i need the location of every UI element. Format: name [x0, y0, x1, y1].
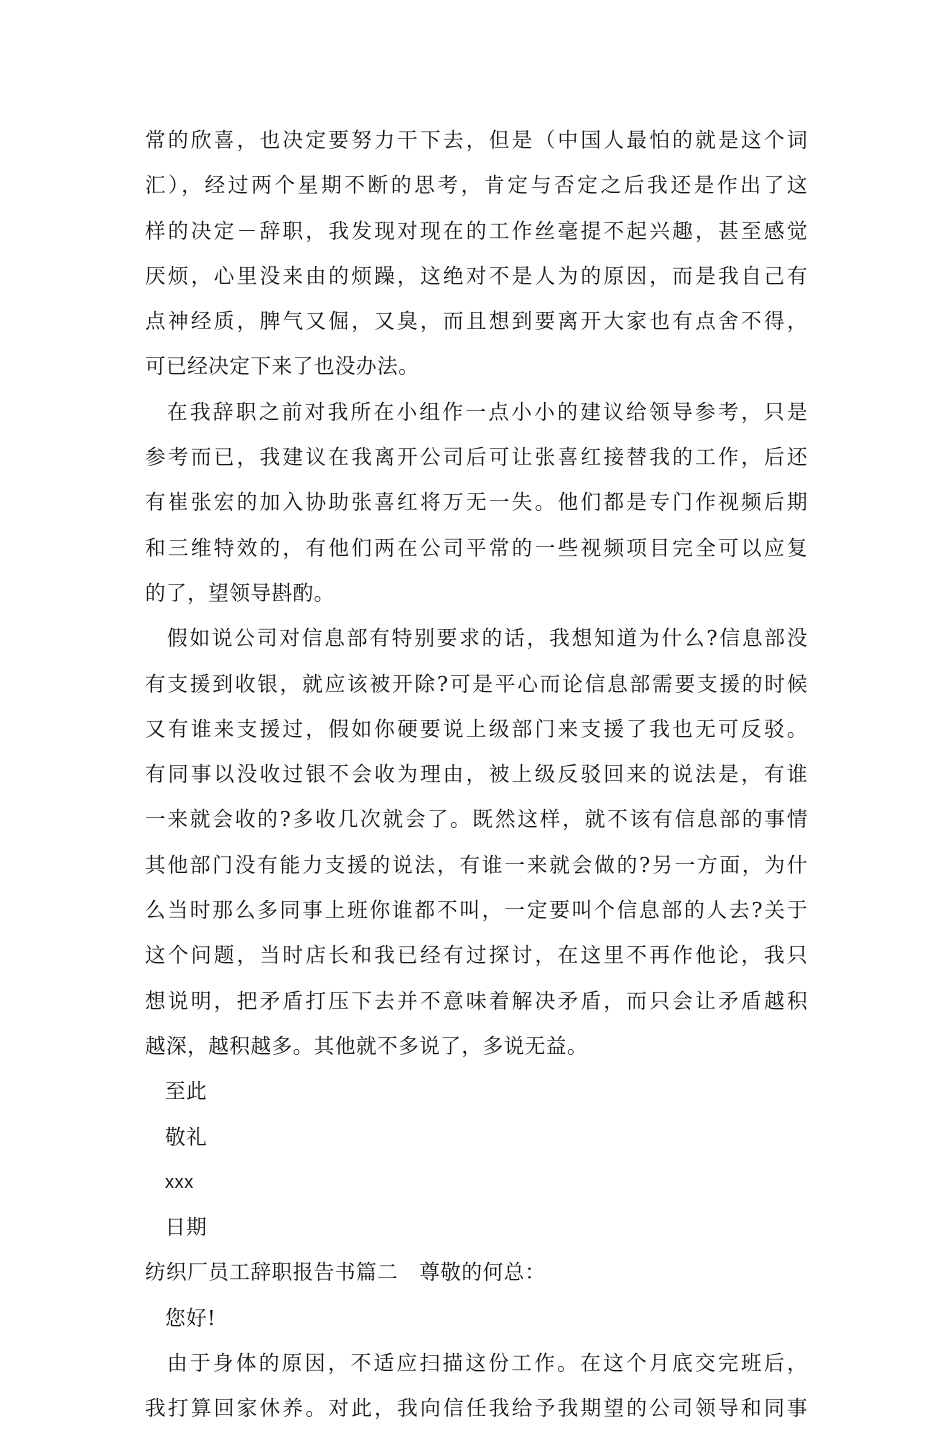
signature: xxx	[165, 1171, 194, 1192]
text-line: 的了，望领导斟酌。	[145, 580, 335, 605]
text-line: 由于身体的原因，不适应扫描这份工作。在这个月底交完班后，	[167, 1351, 808, 1376]
paragraph-3	[145, 616, 808, 1069]
greeting: 您好!	[165, 1305, 217, 1330]
text-line: 点神经质，脾气又倔，又臭，而且想到要离开大家也有点舍不得，	[145, 309, 808, 334]
text-line: 想说明，把矛盾打压下去并不意味着解决矛盾，而只会让矛盾越积	[145, 988, 808, 1013]
salutation: 敬礼	[165, 1124, 208, 1149]
text-line: 有同事以没收过银不会收为理由，被上级反驳回来的说法是，有谁	[145, 762, 808, 787]
paragraph-4	[145, 1341, 808, 1432]
text-line: 和三维特效的，有他们两在公司平常的一些视频项目完全可以应复	[145, 535, 808, 560]
text-line: 厌烦，心里没来由的烦躁，这绝对不是人为的原因，而是我自己有	[145, 263, 808, 288]
text-line: 越深，越积越多。其他就不多说了，多说无益。	[145, 1033, 589, 1058]
text-line: 么当时那么多同事上班你谁都不叫，一定要叫个信息部的人去?关于	[145, 898, 808, 923]
text-line: 在我辞职之前对我所在小组作一点小小的建议给领导参考，只是	[167, 399, 808, 424]
text-line: 又有谁来支援过，假如你硬要说上级部门来支援了我也无可反驳。	[145, 716, 808, 741]
text-line: 样的决定－辞职，我发现对现在的工作丝毫提不起兴趣，甚至感觉	[145, 218, 808, 243]
text-line: 可已经决定下来了也没办法。	[145, 354, 420, 379]
date-label: 日期	[165, 1215, 208, 1240]
closing-phrase: 至此	[165, 1079, 208, 1104]
document-body	[145, 118, 808, 1432]
section-heading: 纺织厂员工辞职报告书篇二 尊敬的何总：	[145, 1260, 546, 1285]
text-line: 一来就会收的?多收几次就会了。既然这样，就不该有信息部的事情	[145, 807, 808, 832]
text-line: 有崔张宏的加入协助张喜红将万无一失。他们都是专门作视频后期	[145, 490, 808, 515]
text-line: 我打算回家休养。对此，我向信任我给予我期望的公司领导和同事	[145, 1396, 808, 1421]
paragraph-2	[145, 390, 808, 616]
paragraph-1	[145, 118, 808, 390]
text-line: 汇），经过两个星期不断的思考，肯定与否定之后我还是作出了这	[145, 173, 808, 198]
text-line: 参考而已，我建议在我离开公司后可让张喜红接替我的工作，后还	[145, 445, 808, 470]
text-line: 有支援到收银，就应该被开除?可是平心而论信息部需要支援的时候	[145, 671, 808, 696]
text-line: 这个问题，当时店长和我已经有过探讨，在这里不再作他论，我只	[145, 943, 808, 968]
text-line: 其他部门没有能力支援的说法，有谁一来就会做的?另一方面，为什	[145, 852, 808, 877]
text-line: 常的欣喜，也决定要努力干下去，但是（中国人最怕的就是这个词	[145, 128, 808, 152]
text-line: 假如说公司对信息部有特别要求的话，我想知道为什么?信息部没	[167, 626, 808, 651]
